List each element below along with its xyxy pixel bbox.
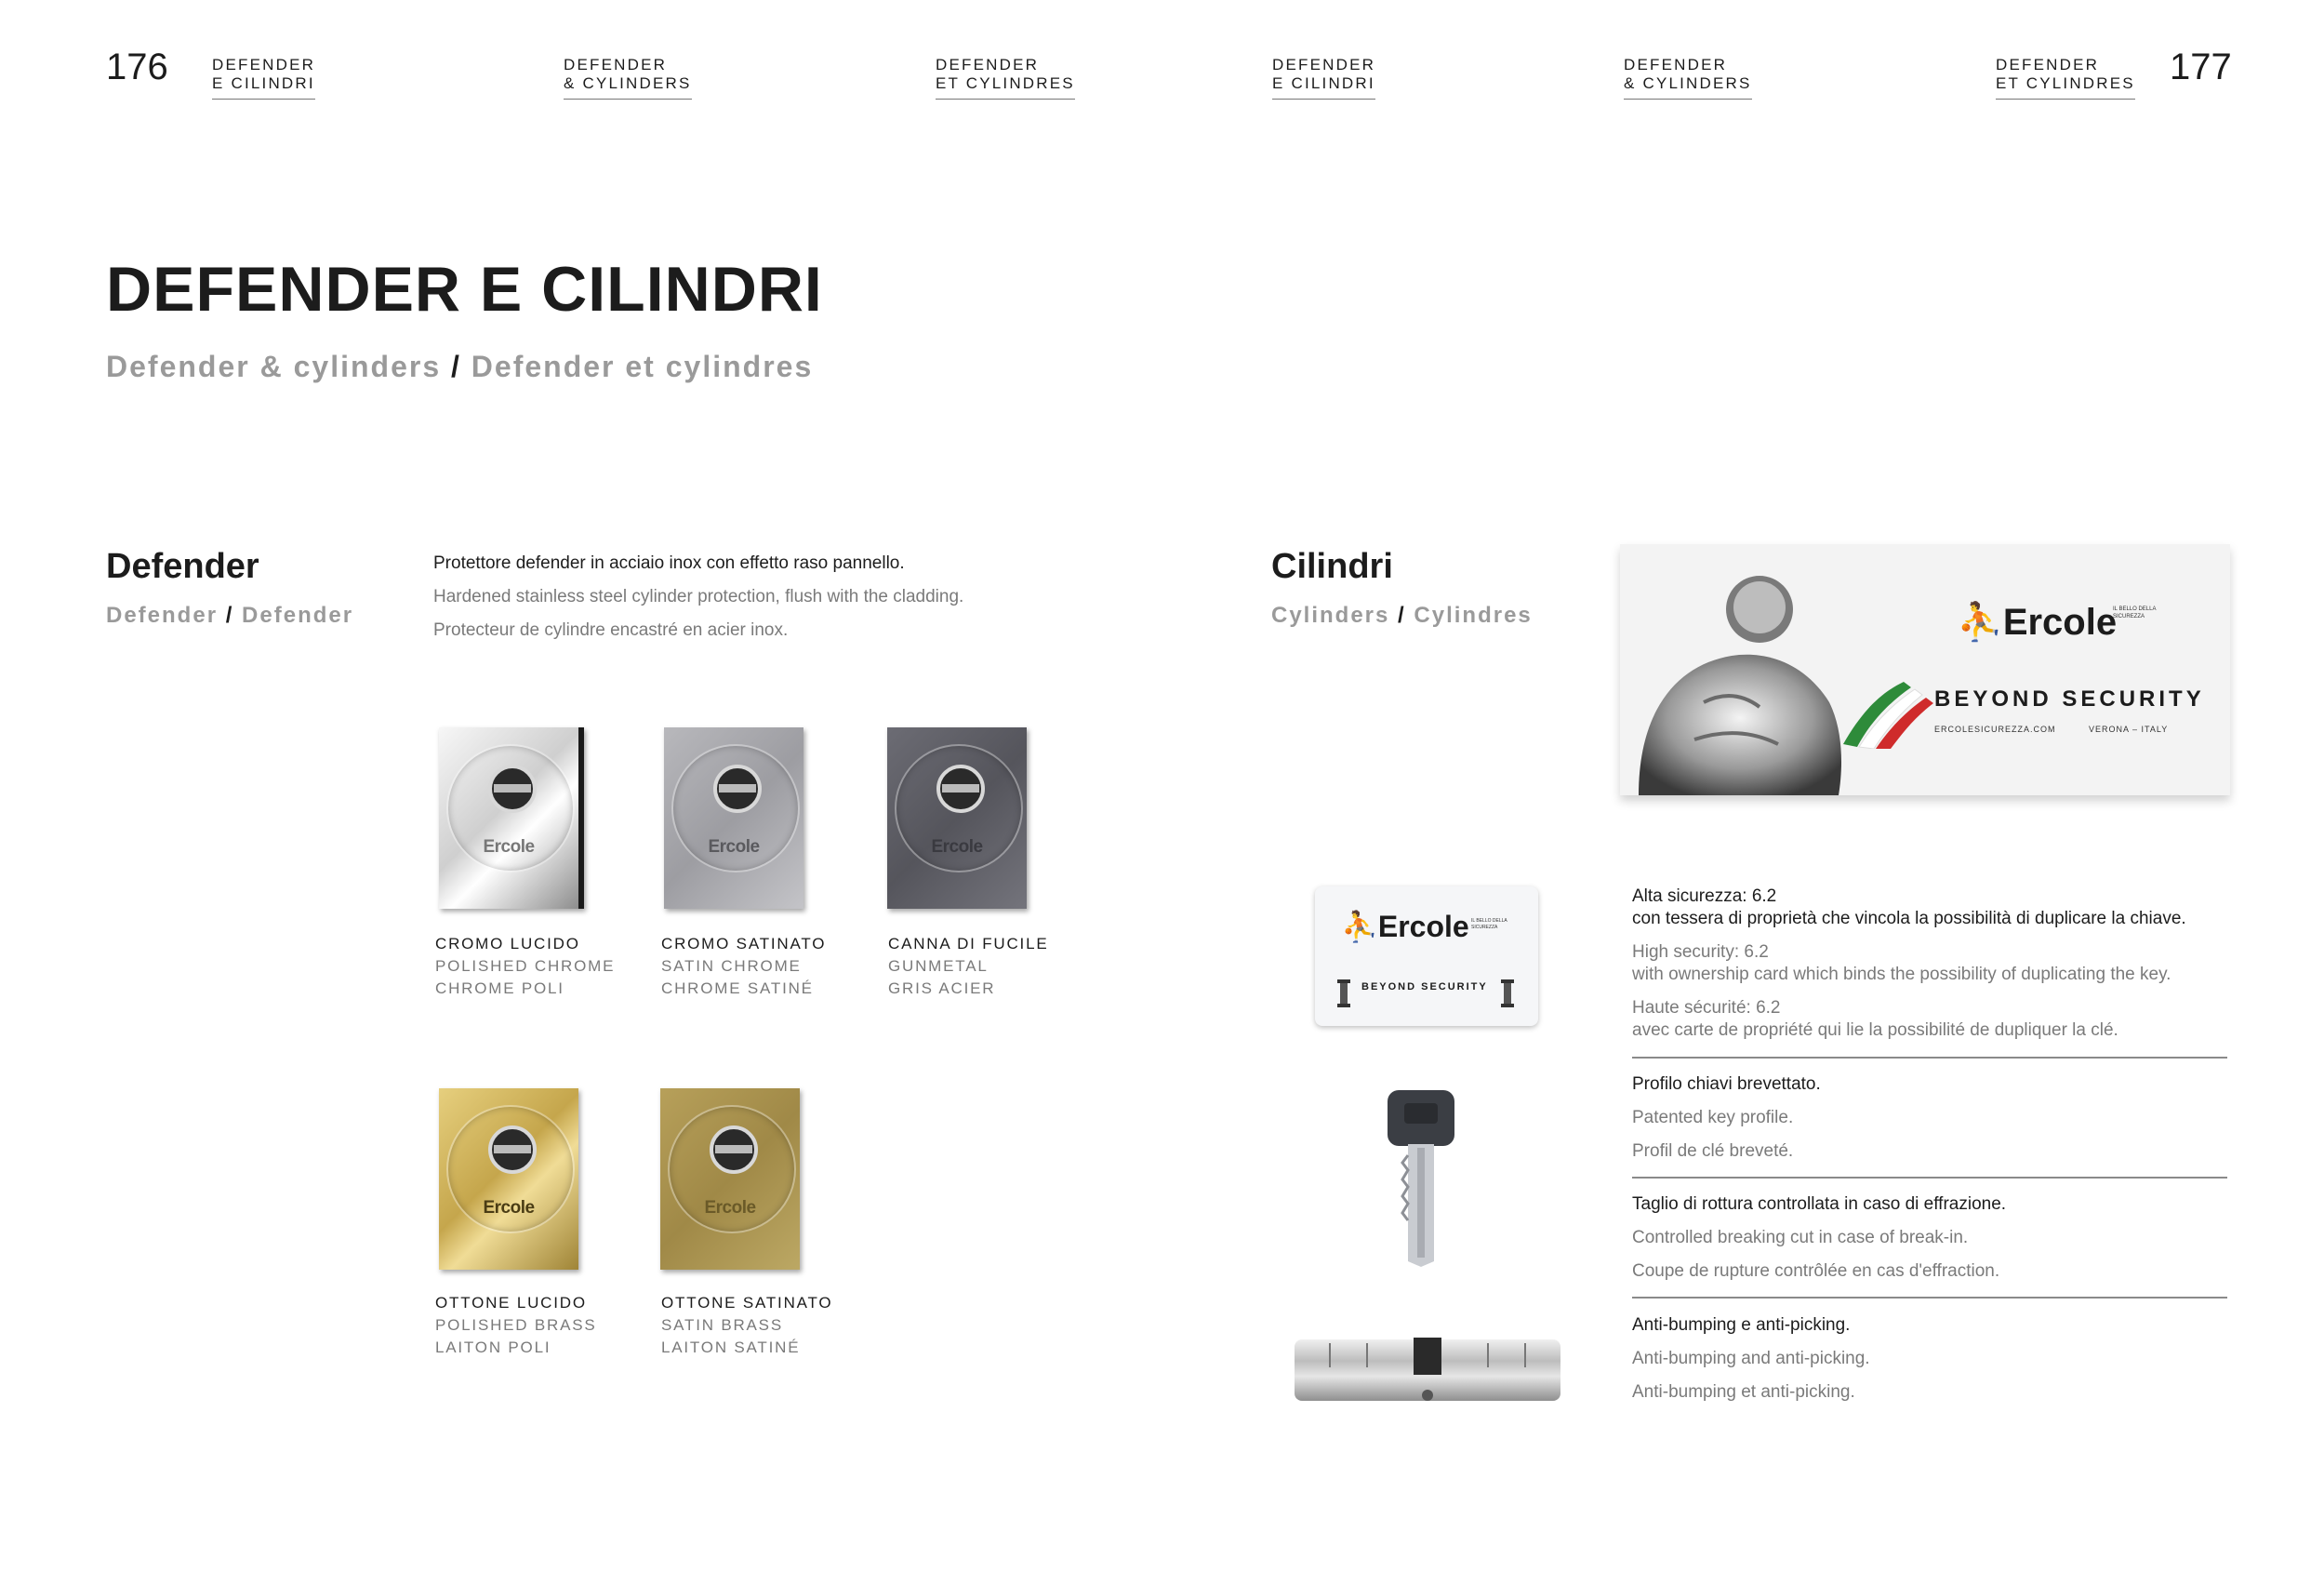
caption-satin-brass [661, 1292, 832, 1359]
header-tag-underline [1272, 99, 1375, 100]
defender-sub-en: Defender [106, 603, 219, 628]
caption-fr: GRIS ACIER [888, 979, 996, 997]
cilindri-title: Cilindri [1271, 547, 1393, 586]
defender-title: Defender [106, 547, 259, 586]
subtitle-slash: / [451, 350, 461, 383]
feature-key-profile [1632, 1073, 2227, 1163]
logo-text: Ercole [2002, 602, 2118, 643]
caption-it: OTTONE SATINATO [661, 1294, 833, 1312]
header-tag-4[interactable] [1272, 56, 1375, 100]
subtitle-slash: / [225, 603, 234, 628]
product-box-banner [1620, 544, 2230, 795]
feature-en: Controlled breaking cut in case of break-in. [1632, 1228, 1969, 1247]
banner-city: VERONA – ITALY [2089, 725, 2169, 734]
feature-it: Taglio di rottura controllata in caso di effrazione. [1632, 1194, 2007, 1214]
page-title: DEFENDER E CILINDRI [106, 254, 823, 325]
page-number-left: 176 [106, 47, 168, 87]
header-tag-underline [1624, 99, 1752, 100]
banner-url: ERCOLESICUREZZA.COM [1934, 725, 2056, 734]
swatch-polished-chrome[interactable] [439, 727, 584, 909]
italian-flag-stripe [1839, 674, 1941, 749]
header-tag-line: & CYLINDERS [564, 74, 692, 92]
runner-icon: ⛹ [1957, 602, 2003, 643]
defender-description [433, 547, 1084, 647]
brand-logo: Ercole [931, 837, 983, 857]
cilindri-subtitle [1271, 603, 1533, 629]
feature-fr: Haute sécurité: 6.2 avec carte de propriété qui lie la possibilité de dupliquer la clé. [1632, 998, 2118, 1040]
feature-en: High security: 6.2 with ownership card which binds the possibility of duplicating the key. [1632, 942, 2171, 984]
caption-it: CROMO SATINATO [661, 935, 827, 952]
feature-it: Alta sicurezza: 6.2 con tessera di proprietà che vincola la possibilità di duplicare la chiave. [1632, 886, 2186, 928]
ercole-logo [1341, 909, 1469, 944]
keyhole-icon [488, 765, 537, 813]
header-tag-line: E CILINDRI [212, 74, 315, 92]
feature-en: Anti-bumping and anti-picking. [1632, 1349, 1870, 1368]
keyhole-icon [713, 765, 762, 813]
header-tag-underline [212, 99, 315, 100]
caption-gunmetal [888, 933, 1048, 1000]
caption-en: POLISHED CHROME [435, 957, 616, 975]
feature-fr: Anti-bumping et anti-picking. [1632, 1382, 1855, 1402]
subtitle-fr: Defender et cylindres [471, 350, 814, 383]
caption-fr: CHROME SATINÉ [661, 979, 814, 997]
header-tag-line: DEFENDER [936, 56, 1040, 73]
page-number-right: 177 [2170, 47, 2232, 87]
caption-en: SATIN CHROME [661, 957, 802, 975]
feature-it: Anti-bumping e anti-picking. [1632, 1315, 1851, 1335]
feature-high-security [1632, 886, 2227, 1042]
header-tag-line: E CILINDRI [1272, 74, 1375, 92]
feature-en: Patented key profile. [1632, 1108, 1794, 1127]
column-icon [1337, 979, 1350, 1007]
feature-it: Profilo chiavi brevettato. [1632, 1074, 1821, 1094]
header-tag-line: DEFENDER [1996, 56, 2100, 73]
brand-logo: Ercole [483, 1198, 535, 1218]
header-tag-1[interactable] [212, 56, 315, 100]
ercole-logo [1957, 600, 2117, 644]
header-tag-underline [936, 99, 1075, 100]
header-tag-underline [564, 99, 692, 100]
feature-fr: Coupe de rupture contrôlée en cas d'effraction. [1632, 1261, 2000, 1281]
caption-fr: LAITON POLI [435, 1339, 551, 1356]
header-tag-3[interactable] [936, 56, 1075, 100]
logo-motto: IL BELLO DELLA SICUREZZA [2113, 606, 2157, 619]
cilindri-sub-fr: Cylindres [1414, 603, 1533, 628]
defender-sub-fr: Defender [242, 603, 354, 628]
keyhole-icon [710, 1125, 758, 1174]
logo-text: Ercole [1377, 910, 1469, 943]
feature-divider [1632, 1297, 2227, 1299]
cilindri-sub-en: Cylinders [1271, 603, 1390, 628]
header-tag-line: DEFENDER [564, 56, 668, 73]
defender-subtitle [106, 603, 353, 629]
feature-break-cut [1632, 1193, 2227, 1283]
logo-motto: IL BELLO DELLA SICUREZZA [1471, 918, 1507, 930]
subtitle-en: Defender & cylinders [106, 350, 442, 383]
brand-logo: Ercole [708, 837, 760, 857]
defender-desc-it: Protettore defender in acciaio inox con effetto raso pannello. [433, 553, 905, 573]
caption-satin-chrome [661, 933, 826, 1000]
column-icon [1501, 979, 1514, 1007]
feature-divider [1632, 1057, 2227, 1059]
cylinder-image [1293, 1330, 1562, 1410]
caption-en: SATIN BRASS [661, 1316, 783, 1334]
header-tag-6[interactable] [1996, 56, 2135, 100]
banner-tagline: BEYOND SECURITY [1934, 686, 2205, 712]
subtitle-slash: / [1398, 603, 1406, 628]
header-tag-line: DEFENDER [1272, 56, 1376, 73]
brand-logo: Ercole [704, 1198, 756, 1218]
ownership-card [1315, 886, 1538, 1026]
card-tagline: BEYOND SECURITY [1361, 981, 1488, 992]
swatch-satin-chrome[interactable] [664, 727, 803, 909]
keyhole-icon [936, 765, 985, 813]
brand-logo: Ercole [483, 837, 535, 857]
header-tag-line: ET CYLINDRES [936, 74, 1075, 92]
caption-en: GUNMETAL [888, 957, 989, 975]
feature-divider [1632, 1177, 2227, 1179]
header-tag-5[interactable] [1624, 56, 1752, 100]
caption-en: POLISHED BRASS [435, 1316, 597, 1334]
header-tag-line: DEFENDER [1624, 56, 1728, 73]
keyhole-icon [488, 1125, 537, 1174]
caption-it: CROMO LUCIDO [435, 935, 580, 952]
caption-polished-chrome [435, 933, 615, 1000]
header-tag-line: & CYLINDERS [1624, 74, 1752, 92]
key-image [1384, 1090, 1458, 1267]
caption-fr: LAITON SATINÉ [661, 1339, 801, 1356]
header-tag-underline [1996, 99, 2135, 100]
caption-fr: CHROME POLI [435, 979, 564, 997]
caption-it: OTTONE LUCIDO [435, 1294, 587, 1312]
header-tag-line: DEFENDER [212, 56, 316, 73]
feature-anti-bumping [1632, 1314, 2227, 1404]
defender-desc-fr: Protecteur de cylindre encastré en acier inox. [433, 620, 789, 640]
swatch-polished-brass[interactable] [439, 1088, 578, 1270]
header-tag-line: ET CYLINDRES [1996, 74, 2135, 92]
statue-image [1620, 553, 1862, 795]
page-subtitle [106, 350, 813, 384]
caption-it: CANNA DI FUCILE [888, 935, 1049, 952]
swatch-satin-brass[interactable] [660, 1088, 800, 1270]
feature-fr: Profil de clé breveté. [1632, 1141, 1794, 1161]
header-tag-2[interactable] [564, 56, 692, 100]
swatch-gunmetal[interactable] [887, 727, 1027, 909]
runner-icon: ⛹ [1341, 910, 1378, 943]
defender-desc-en: Hardened stainless steel cylinder protection, flush with the cladding. [433, 587, 964, 606]
caption-polished-brass [435, 1292, 597, 1359]
